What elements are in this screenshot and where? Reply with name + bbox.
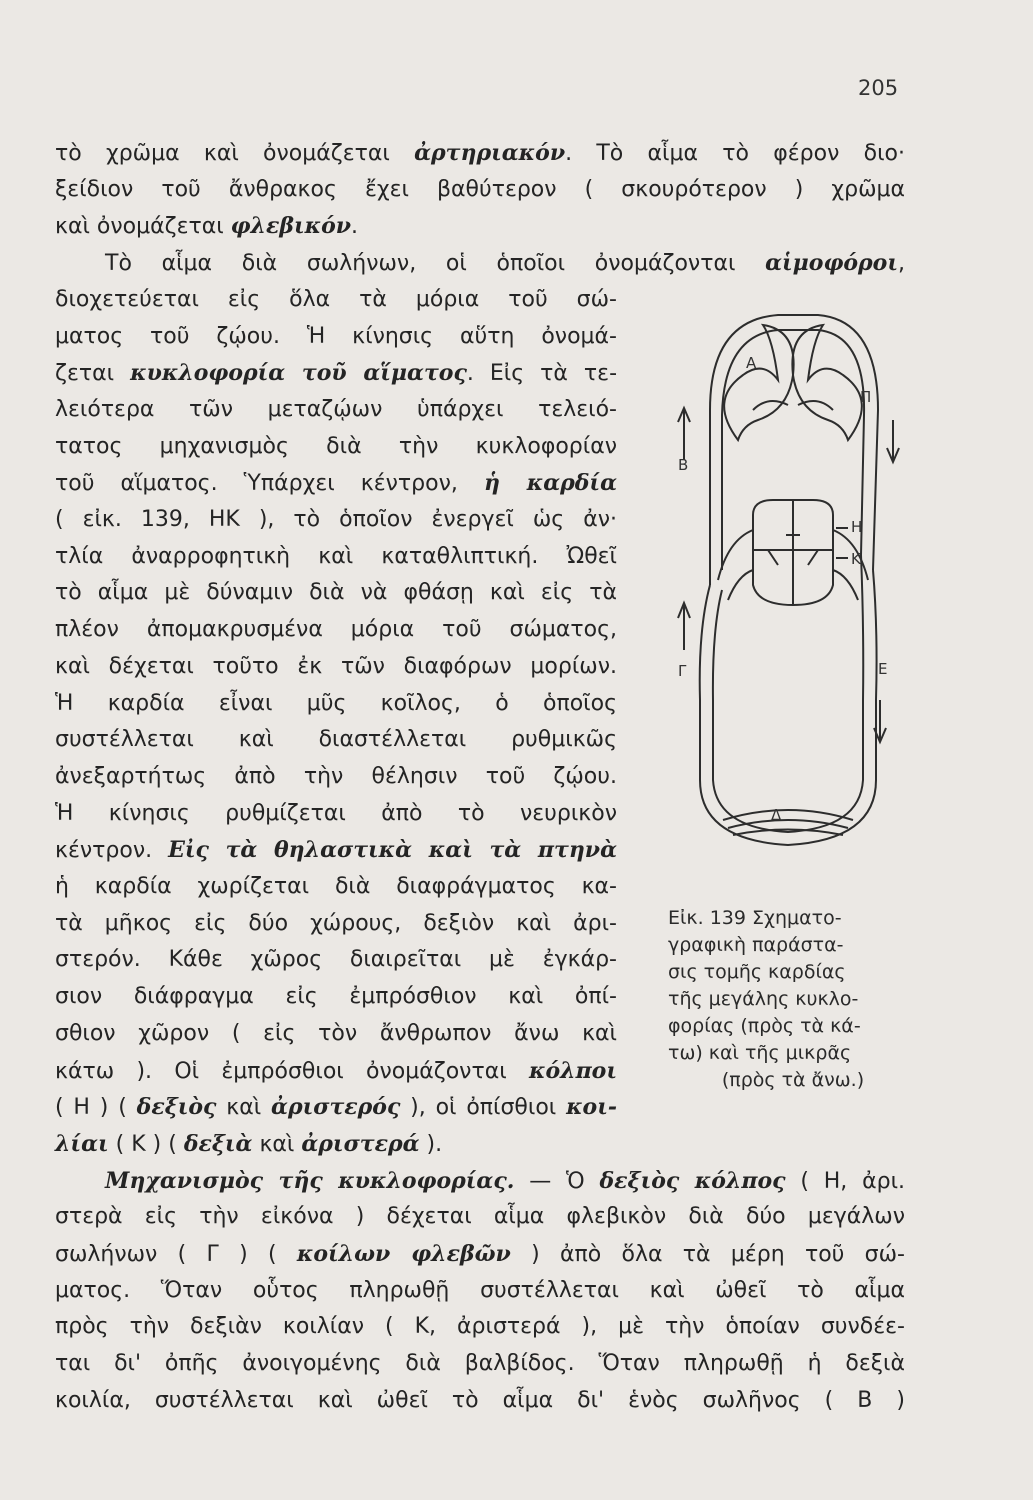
text-line — [55, 1202, 905, 1232]
text-line — [55, 285, 617, 315]
text-line — [55, 835, 617, 866]
text-line — [55, 138, 905, 169]
caption-line: τω) καὶ τῆς μικρᾶς — [668, 1042, 852, 1064]
text-span: πλέον ἀπομακρυσμένα μόρια τοῦ σώματος, — [55, 617, 617, 643]
emphasis-text: κυκλοφορία τοῦ αἵματος — [130, 360, 467, 387]
text-span: στερὰ εἰς τὴν εἰκόνα ) δέχεται αἷμα φλεβικὸν διὰ δύο μεγάλων — [55, 1204, 905, 1230]
figure-caption — [668, 905, 918, 1094]
text-span: Ἡ κίνησις ρυθμίζεται ἀπὸ τὸ νευρικὸν — [55, 800, 617, 826]
text-line — [55, 1056, 617, 1087]
text-line — [55, 762, 617, 792]
emphasis-text: κοι- — [566, 1094, 618, 1121]
caption-line: φορίας (πρὸς τὰ κά- — [668, 1015, 861, 1037]
text-line — [55, 1239, 905, 1270]
caption-line: Εἰκ. 139 Σχηματο- — [668, 907, 842, 929]
text-span: πρὸς τὴν δεξιὰν κοιλίαν ( Κ, ἀριστερά ), μὲ τὴν ὁποίαν συνδέε- — [55, 1314, 905, 1340]
text-span: καὶ — [252, 1131, 302, 1157]
text-line — [55, 211, 905, 242]
systemic-loop-outer — [700, 570, 877, 845]
label-G: Γ — [678, 662, 687, 680]
text-span: , — [898, 251, 905, 277]
text-line — [55, 432, 617, 462]
emphasis-text: Μηχανισμὸς τῆς κυκλοφορίας. — [105, 1167, 515, 1194]
emphasis-text: δεξιὰ — [183, 1130, 253, 1157]
text-span: τὸ χρῶμα καὶ ὀνομάζεται — [55, 141, 415, 166]
emphasis-text: δεξιὸς — [136, 1094, 217, 1121]
text-line — [55, 505, 617, 535]
text-span: ἀνεξαρτήτως ἀπὸ τὴν θέλησιν τοῦ ζῴου. — [55, 763, 617, 789]
text-span: . — [351, 214, 359, 240]
text-span: σθιον χῶρον ( εἰς τὸν ἄνθρωπον ἄνω καὶ — [55, 1020, 617, 1046]
text-span: ματος τοῦ ζῴου. Ἡ κίνησις αὕτη ὀνομά- — [55, 323, 617, 349]
text-span: Τὸ αἷμα διὰ σωλήνων, οἱ ὁποῖοι ὀνομάζονται — [105, 251, 766, 277]
caption-line: (πρὸς τὰ ἄνω.) — [721, 1069, 865, 1091]
emphasis-text: κόλποι — [528, 1057, 617, 1084]
text-line — [55, 395, 617, 425]
text-span: τλία ἀναρροφητικὴ καὶ καταθλιπτική. Ὠθεῖ — [55, 543, 617, 569]
text-line — [55, 578, 617, 608]
text-line — [55, 175, 905, 205]
text-line — [55, 725, 617, 755]
text-line — [55, 689, 617, 719]
text-span: κάτω ). Οἱ ἐμπρόσθιοι ὀνομάζονται — [55, 1058, 529, 1084]
text-span: συστέλλεται καὶ διαστέλλεται ρυθμικῶς — [55, 727, 617, 753]
label-H: Η — [851, 518, 863, 536]
arrow-P — [887, 420, 899, 462]
text-span: ( Κ ) ( — [108, 1131, 184, 1157]
label-E: Ε — [878, 660, 888, 678]
emphasis-text: Εἰς τὰ θηλαστικὰ καὶ τὰ πτηνὰ — [168, 837, 618, 864]
text-line — [55, 322, 617, 352]
text-line — [55, 652, 617, 682]
text-span: . Εἰς τὰ τε- — [466, 361, 618, 387]
text-span: τατος μηχανισμὸς διὰ τὴν κυκλοφορίαν — [55, 433, 617, 459]
label-A: Α — [746, 354, 757, 372]
arrow-G — [678, 603, 690, 650]
text-line — [55, 945, 617, 975]
emphasis-text: αἱμοφόροι — [765, 250, 898, 277]
text-span: κέντρον. — [55, 838, 169, 864]
text-span: καὶ ὀνομάζεται — [55, 214, 231, 240]
text-line — [55, 248, 905, 279]
text-span: ( Η, ἀρι. — [785, 1168, 906, 1194]
emphasis-text: ἀριστερός — [271, 1094, 401, 1121]
page-number: 205 — [858, 76, 899, 100]
emphasis-text: κοίλων φλεβῶν — [296, 1241, 511, 1267]
text-span: τοῦ αἵματος. Ὑπάρχει κέντρον, — [55, 471, 484, 497]
text-line — [55, 872, 617, 902]
text-line — [55, 982, 617, 1012]
text-span: ( εἰκ. 139, ΗΚ ), τὸ ὁποῖον ἐνεργεῖ ὡς ἀν· — [55, 507, 617, 532]
text-line — [55, 1019, 617, 1049]
text-line — [55, 1349, 905, 1379]
emphasis-text: λίαι — [55, 1130, 109, 1157]
label-D: Δ — [771, 806, 782, 824]
emphasis-text: φλεβικόν — [230, 213, 352, 240]
text-span: σιον διάφραγμα εἰς ἐμπρόσθιον καὶ ὀπί- — [55, 984, 617, 1010]
text-span: σωλήνων ( Γ ) ( — [55, 1242, 297, 1267]
text-span: καὶ — [216, 1095, 272, 1121]
emphasis-text: ἀριστερά — [301, 1130, 420, 1157]
text-span: ἡ καρδία χωρίζεται διὰ διαφράγματος κα- — [55, 874, 617, 899]
text-line — [55, 1129, 617, 1160]
text-span: ). — [419, 1131, 443, 1157]
text-span: Ἡ καρδία εἶναι μῦς κοῖλος, ὁ ὁποῖος — [55, 690, 617, 716]
text-line — [55, 468, 617, 499]
text-line — [55, 542, 617, 572]
emphasis-text: ἡ καρδία — [483, 470, 618, 497]
text-span: κοιλία, συστέλλεται καὶ ὠθεῖ τὸ αἷμα δι' ἑνὸς σωλῆνος ( Β ) — [55, 1387, 905, 1413]
lung-right — [792, 325, 861, 440]
text-span: καὶ δέχεται τοῦτο ἐκ τῶν διαφόρων μορίων. — [55, 653, 617, 679]
caption-line: σις τομῆς καρδίας — [668, 961, 846, 983]
text-line — [55, 799, 617, 829]
arrow-B — [678, 408, 690, 460]
emphasis-text: δεξιὸς κόλπος — [599, 1167, 786, 1194]
label-K: Κ — [851, 550, 861, 568]
caption-line: γραφικὴ παράστα- — [668, 934, 844, 956]
text-line — [55, 1276, 905, 1306]
text-span: λειότερα τῶν μεταζῴων ὑπάρχει τελειό- — [55, 396, 617, 422]
lung-left — [724, 325, 793, 440]
text-line — [55, 1312, 905, 1342]
text-line — [55, 1092, 617, 1123]
text-span: ζεται — [55, 361, 131, 387]
label-P: Π — [860, 388, 872, 406]
text-span: ) ἀπὸ ὅλα τὰ μέρη τοῦ σώ- — [510, 1242, 905, 1267]
text-span: ξείδιον τοῦ ἄνθρακος ἔχει βαθύτερον ( σκουρότερον ) χρῶμα — [55, 176, 905, 202]
heart-circulation-diagram — [668, 300, 908, 900]
text-line — [55, 1166, 905, 1197]
emphasis-text: ἀρτηριακόν — [414, 140, 566, 166]
text-line — [55, 615, 617, 645]
text-span: στερόν. Κάθε χῶρος διαιρεῖται μὲ ἐγκάρ- — [55, 947, 617, 973]
label-B: Β — [678, 456, 689, 474]
text-span: — Ὁ — [514, 1168, 600, 1194]
text-span: ( Η ) ( — [55, 1095, 137, 1121]
text-span: . Τὸ αἷμα τὸ φέρον διο· — [565, 141, 906, 166]
text-span: ματος. Ὅταν οὗτος πληρωθῇ συστέλλεται καὶ ὠθεῖ τὸ αἷμα — [55, 1277, 905, 1303]
text-span: τὰ μῆκος εἰς δύο χώρους, δεξιὸν καὶ ἀρι- — [55, 910, 617, 936]
caption-line: τῆς μεγάλης κυκλο- — [668, 988, 859, 1010]
text-line — [55, 909, 617, 939]
text-span: διοχετεύεται εἰς ὅλα τὰ μόρια τοῦ σώ- — [55, 286, 617, 312]
text-line — [55, 358, 617, 389]
text-span: ται δι' ὀπῆς ἀνοιγομένης διὰ βαλβίδος. Ὅταν πληρωθῇ ἡ δεξιὰ — [55, 1351, 905, 1377]
text-span: ), οἱ ὀπίσθιοι — [400, 1095, 567, 1121]
text-line — [55, 1386, 905, 1416]
text-span: τὸ αἷμα μὲ δύναμιν διὰ νὰ φθάσῃ καὶ εἰς τὰ — [55, 580, 617, 606]
systemic-loop-inner — [713, 555, 863, 832]
